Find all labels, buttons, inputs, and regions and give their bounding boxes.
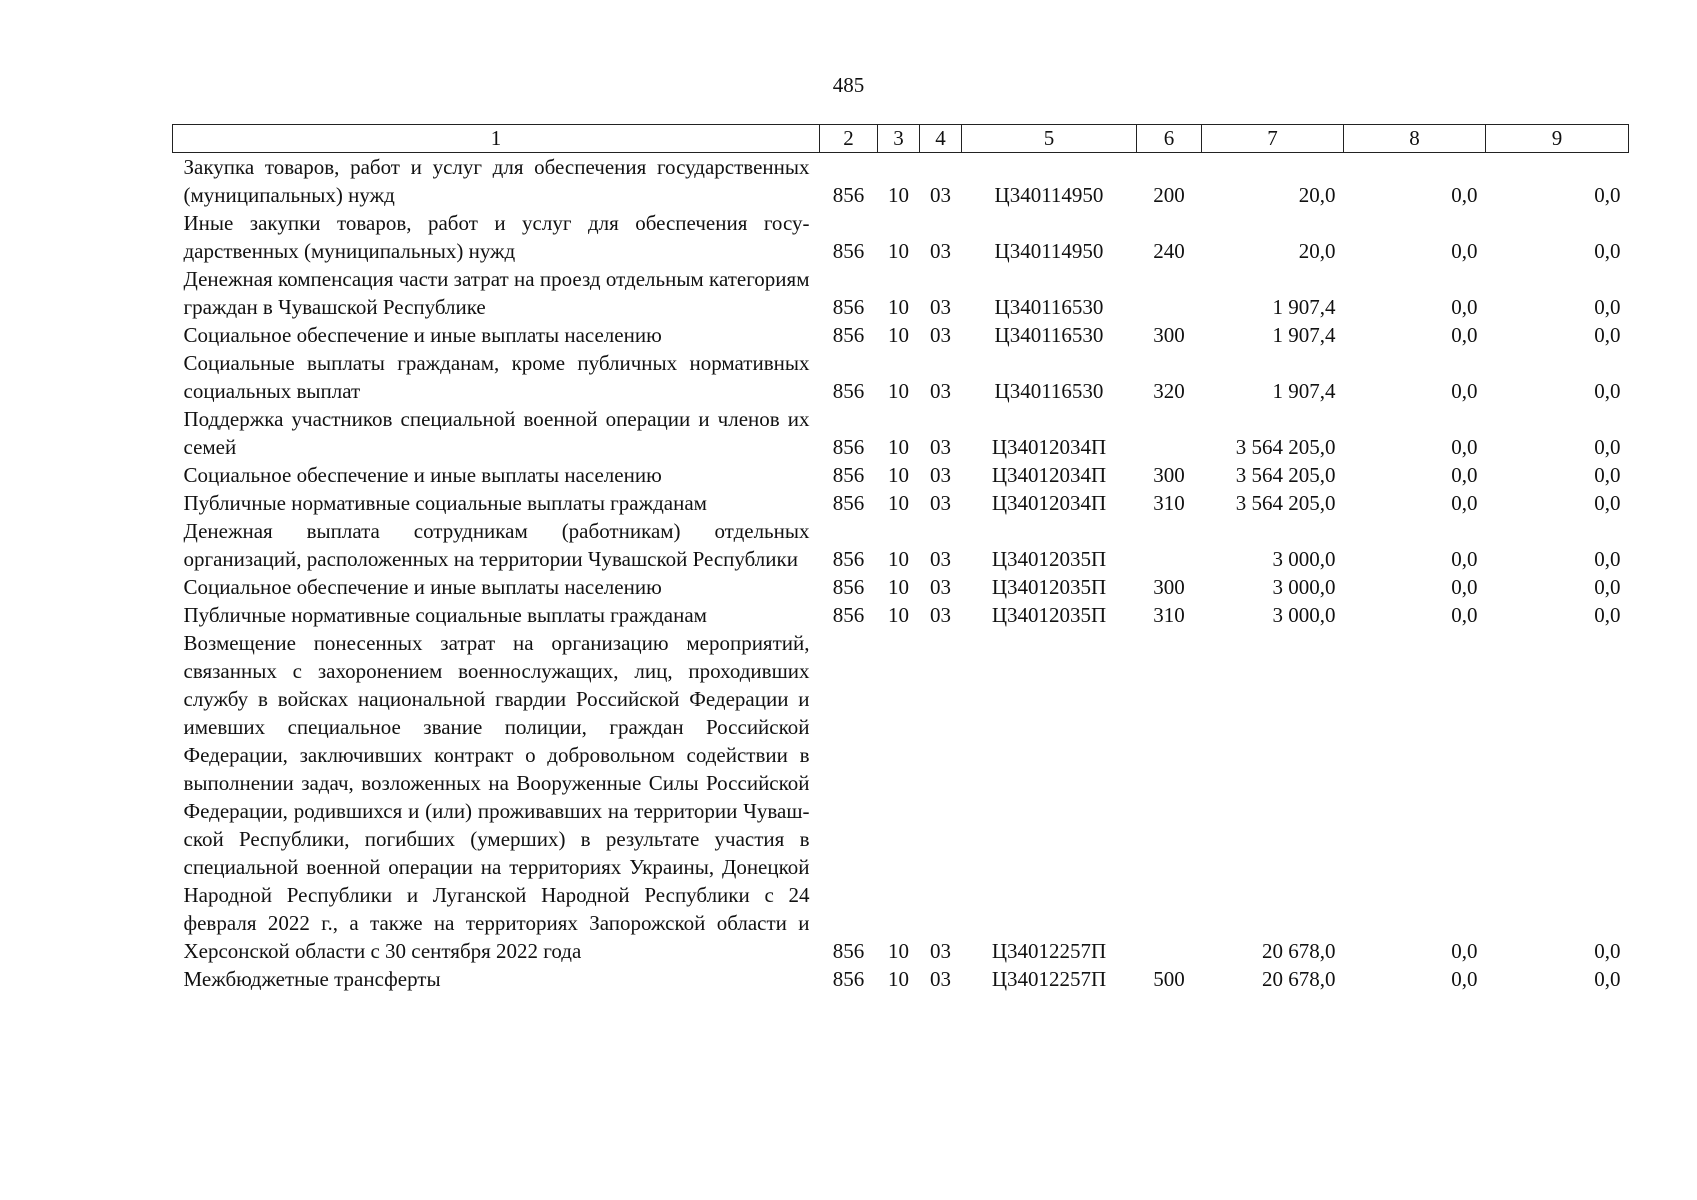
header-col-3: 3 (878, 125, 920, 153)
row-section: 10 (888, 939, 909, 963)
row-target-article: Ц340114950 (994, 239, 1104, 263)
table-row (173, 461, 1629, 489)
row-ministry-code: 856 (832, 939, 865, 963)
row-target-article: Ц34012257П (991, 967, 1107, 991)
table-row (173, 517, 1629, 573)
row-expense-type: 300 (1153, 323, 1185, 347)
row-expense-type: 200 (1153, 183, 1185, 207)
row-expense-type (1137, 265, 1202, 321)
header-col-8: 8 (1344, 125, 1486, 153)
table-row (173, 349, 1629, 405)
row-amount-2: 0,0 (1451, 239, 1478, 263)
row-ministry-code: 856 (832, 575, 865, 599)
row-amount-3: 0,0 (1594, 379, 1621, 403)
row-target-article: Ц34012034П (991, 491, 1107, 515)
row-section: 10 (888, 967, 909, 991)
row-amount-3: 0,0 (1594, 435, 1621, 459)
row-section: 10 (888, 183, 909, 207)
row-ministry-code: 856 (832, 379, 865, 403)
row-name: Публичные нормативные социальные выплаты гражданам (183, 603, 707, 627)
row-amount-2: 0,0 (1451, 295, 1478, 319)
row-amount-1: 1 907,4 (1272, 295, 1336, 319)
row-amount-2: 0,0 (1451, 547, 1478, 571)
row-amount-3: 0,0 (1594, 183, 1621, 207)
row-name: Социальные выплаты гражданам, кроме публичных нормативных социальных выплат (183, 351, 810, 403)
header-col-5: 5 (962, 125, 1137, 153)
row-amount-1: 3 564 205,0 (1235, 435, 1336, 459)
row-amount-2: 0,0 (1451, 183, 1478, 207)
row-ministry-code: 856 (832, 547, 865, 571)
row-expense-type: 310 (1153, 491, 1185, 515)
row-name: Иные закупки товаров, работ и услуг для обеспечения государственных (муниципальных) нужд (183, 211, 810, 263)
row-amount-2: 0,0 (1451, 491, 1478, 515)
row-amount-1: 1 907,4 (1272, 323, 1336, 347)
row-amount-3: 0,0 (1594, 295, 1621, 319)
row-subsection: 03 (930, 379, 951, 403)
header-col-9: 9 (1486, 125, 1629, 153)
row-target-article: Ц34012034П (991, 435, 1107, 459)
row-name: Публичные нормативные социальные выплаты гражданам (183, 491, 707, 515)
row-expense-type: 300 (1153, 575, 1185, 599)
row-amount-3: 0,0 (1594, 547, 1621, 571)
row-section: 10 (888, 379, 909, 403)
row-amount-1: 20,0 (1298, 239, 1336, 263)
row-amount-1: 3 000,0 (1272, 575, 1336, 599)
row-amount-3: 0,0 (1594, 463, 1621, 487)
row-target-article: Ц34012035П (991, 547, 1107, 571)
row-ministry-code: 856 (832, 463, 865, 487)
row-amount-2: 0,0 (1451, 435, 1478, 459)
row-name: Социальное обеспечение и иные выплаты населению (183, 323, 662, 347)
row-amount-1: 3 564 205,0 (1235, 491, 1336, 515)
row-subsection: 03 (930, 323, 951, 347)
row-name: Социальное обеспечение и иные выплаты населению (183, 463, 662, 487)
row-subsection: 03 (930, 435, 951, 459)
budget-table (172, 124, 1629, 993)
row-amount-2: 0,0 (1451, 323, 1478, 347)
row-amount-3: 0,0 (1594, 323, 1621, 347)
row-expense-type (1137, 405, 1202, 461)
row-amount-1: 20,0 (1298, 183, 1336, 207)
row-subsection: 03 (930, 463, 951, 487)
row-name: Возмещение понесенных затрат на организацию мероприятий, связанных с захоронением военнослужащих, лиц, проходивших службу в войсках национальной гвардии Российской Федерации и имевших специальное звание полиции, граждан Российской Федерации, заключивших контракт о добровольном содействии в выполнении задач, возложенных на Вооруженные Силы Российской Федерации, родившихся и (или) проживавших на территории Чувашской Республики, погибших (умерших) в результате участия в специальной военной операции на территориях Украины, Донецкой Народной Республики и Луганской Народной Республики с 24 февраля 2022 г., а также на территориях Запорожской области и Херсонской области с 30 сентября 2022 года (183, 631, 810, 963)
row-expense-type: 500 (1153, 967, 1185, 991)
row-name: Социальное обеспечение и иные выплаты населению (183, 575, 662, 599)
row-target-article: Ц340116530 (994, 323, 1104, 347)
row-section: 10 (888, 575, 909, 599)
row-target-article: Ц340116530 (994, 295, 1104, 319)
row-name: Закупка товаров, работ и услуг для обеспечения государственных (муниципальных) нужд (183, 155, 810, 207)
row-subsection: 03 (930, 967, 951, 991)
row-amount-1: 1 907,4 (1272, 379, 1336, 403)
page-number: 485 (832, 73, 865, 97)
row-amount-1: 3 000,0 (1272, 547, 1336, 571)
row-ministry-code: 856 (832, 435, 865, 459)
header-row (173, 125, 1629, 153)
row-target-article: Ц340116530 (994, 379, 1104, 403)
row-name: Межбюджетные трансферты (183, 967, 441, 991)
row-amount-3: 0,0 (1594, 603, 1621, 627)
row-target-article: Ц34012035П (991, 603, 1107, 627)
row-subsection: 03 (930, 239, 951, 263)
row-ministry-code: 856 (832, 603, 865, 627)
row-target-article: Ц340114950 (994, 183, 1104, 207)
row-subsection: 03 (930, 295, 951, 319)
row-amount-1: 3 000,0 (1272, 603, 1336, 627)
row-target-article: Ц34012257П (991, 939, 1107, 963)
row-section: 10 (888, 463, 909, 487)
header-col-2: 2 (820, 125, 878, 153)
row-section: 10 (888, 435, 909, 459)
header-col-1: 1 (173, 125, 820, 153)
row-section: 10 (888, 491, 909, 515)
row-expense-type: 300 (1153, 463, 1185, 487)
row-section: 10 (888, 323, 909, 347)
row-target-article: Ц34012034П (991, 463, 1107, 487)
row-expense-type: 320 (1153, 379, 1185, 403)
table-body (173, 153, 1629, 994)
table-row (173, 209, 1629, 265)
row-amount-2: 0,0 (1451, 379, 1478, 403)
row-ministry-code: 856 (832, 295, 865, 319)
row-section: 10 (888, 603, 909, 627)
row-amount-1: 3 564 205,0 (1235, 463, 1336, 487)
row-subsection: 03 (930, 491, 951, 515)
row-ministry-code: 856 (832, 183, 865, 207)
row-amount-2: 0,0 (1451, 575, 1478, 599)
row-amount-2: 0,0 (1451, 939, 1478, 963)
row-subsection: 03 (930, 575, 951, 599)
row-amount-3: 0,0 (1594, 967, 1621, 991)
row-ministry-code: 856 (832, 239, 865, 263)
header-col-6: 6 (1137, 125, 1202, 153)
table-row (173, 153, 1629, 210)
table-row (173, 405, 1629, 461)
table-header (173, 125, 1629, 153)
row-amount-3: 0,0 (1594, 239, 1621, 263)
row-subsection: 03 (930, 183, 951, 207)
row-target-article: Ц34012035П (991, 575, 1107, 599)
table-row (173, 965, 1629, 993)
row-amount-2: 0,0 (1451, 603, 1478, 627)
row-section: 10 (888, 295, 909, 319)
row-amount-3: 0,0 (1594, 575, 1621, 599)
table-row (173, 321, 1629, 349)
row-amount-2: 0,0 (1451, 463, 1478, 487)
row-subsection: 03 (930, 939, 951, 963)
row-amount-3: 0,0 (1594, 491, 1621, 515)
row-subsection: 03 (930, 603, 951, 627)
row-subsection: 03 (930, 547, 951, 571)
header-col-7: 7 (1202, 125, 1344, 153)
row-expense-type (1137, 629, 1202, 965)
row-name: Денежная выплата сотрудникам (работникам) отдельных организаций, расположенных на территории Чувашской Республики (183, 519, 810, 571)
row-ministry-code: 856 (832, 967, 865, 991)
row-expense-type: 310 (1153, 603, 1185, 627)
row-name: Поддержка участников специальной военной операции и членов их семей (183, 407, 810, 459)
header-col-4: 4 (920, 125, 962, 153)
row-ministry-code: 856 (832, 491, 865, 515)
table-row (173, 601, 1629, 629)
row-section: 10 (888, 547, 909, 571)
row-ministry-code: 856 (832, 323, 865, 347)
table-row (173, 489, 1629, 517)
row-amount-2: 0,0 (1451, 967, 1478, 991)
table-row (173, 629, 1629, 965)
row-amount-3: 0,0 (1594, 939, 1621, 963)
table-row (173, 573, 1629, 601)
row-name: Денежная компенсация части затрат на проезд отдельным категориям граждан в Чувашской Республике (183, 267, 810, 319)
table-row (173, 265, 1629, 321)
row-expense-type: 240 (1153, 239, 1185, 263)
row-amount-1: 20 678,0 (1262, 939, 1336, 963)
row-section: 10 (888, 239, 909, 263)
row-amount-1: 20 678,0 (1262, 967, 1336, 991)
row-expense-type (1137, 517, 1202, 573)
